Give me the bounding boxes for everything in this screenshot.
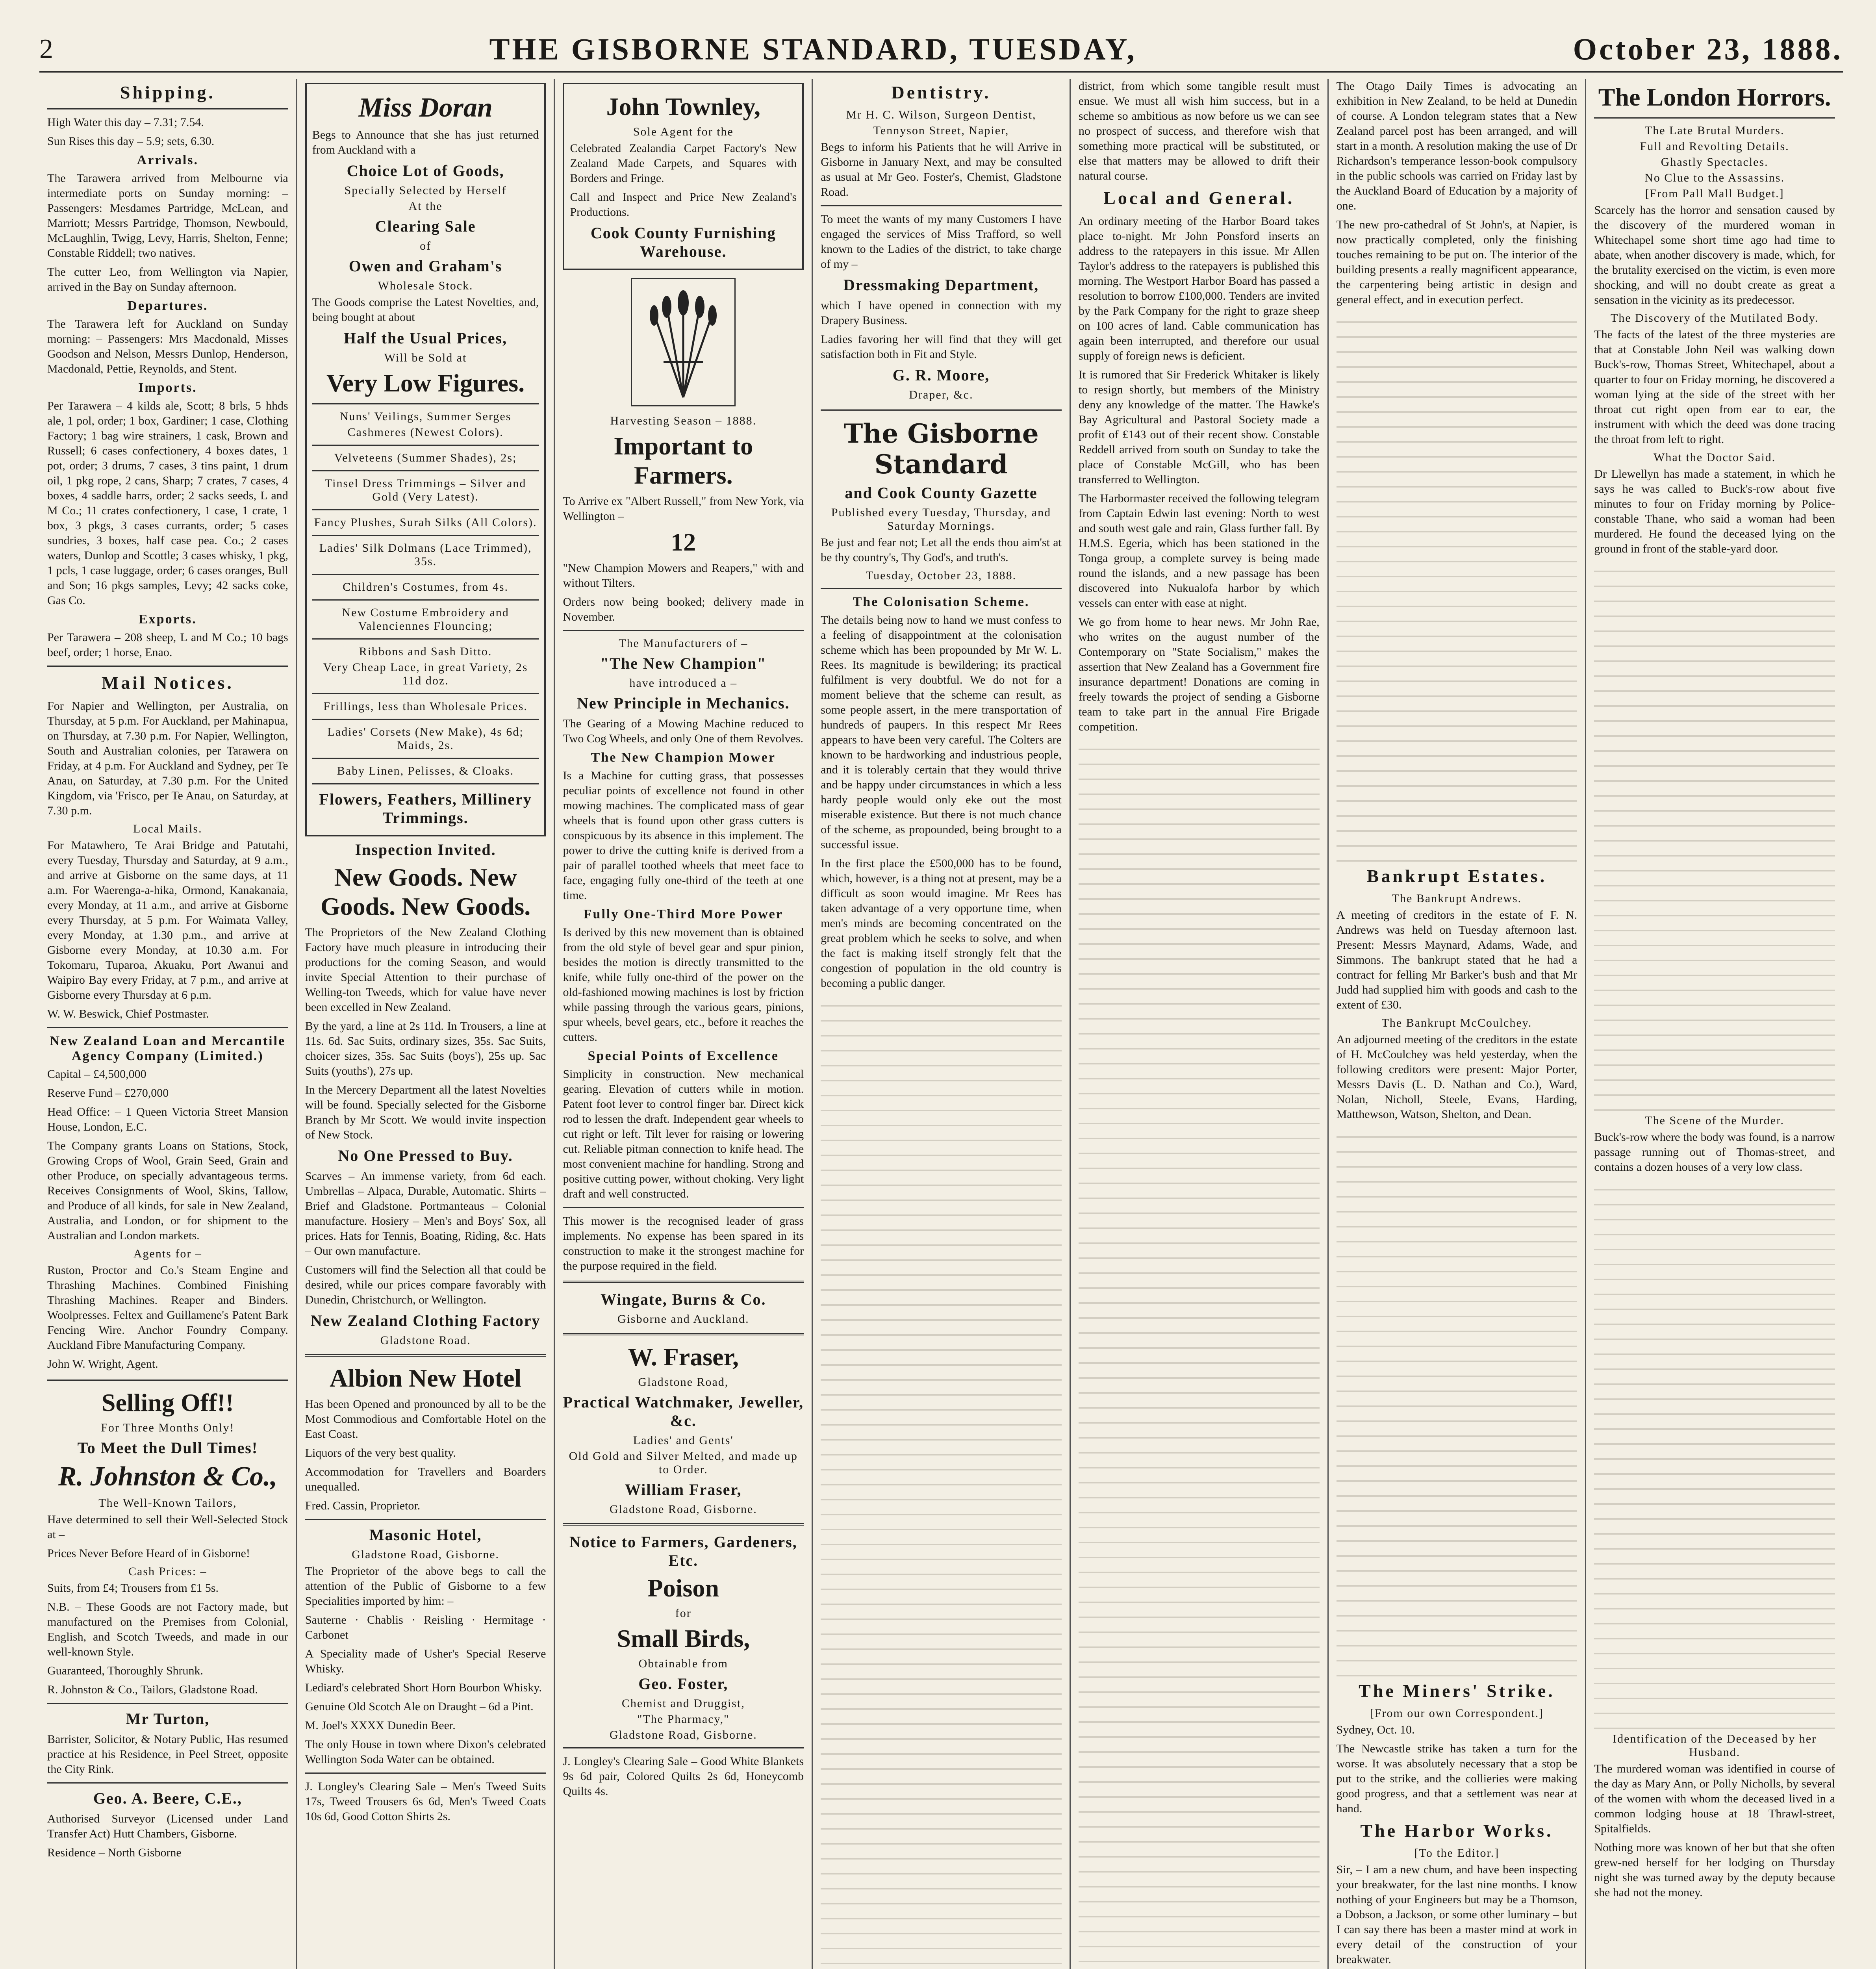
divider — [305, 1354, 546, 1357]
masonic-hotel: Masonic Hotel, — [369, 1526, 482, 1544]
divider — [312, 693, 539, 694]
chemist: Chemist and Druggist, — [621, 1697, 745, 1710]
page-number: 2 — [39, 34, 53, 64]
capital: Capital – £4,500,000 — [47, 1068, 146, 1081]
item-6: Ladies' Silk Dolmans (Lace Trimmed), 35s. — [319, 541, 532, 568]
divider — [312, 470, 539, 471]
of: of — [420, 239, 432, 252]
townley-name: John Townley, — [606, 93, 760, 121]
local-mails-heading: Local Mails. — [133, 822, 202, 835]
item-7: Children's Costumes, from 4s. — [343, 580, 509, 593]
divider — [305, 1519, 546, 1520]
half-prices: Half the Usual Prices, — [344, 329, 508, 347]
divider — [1594, 117, 1835, 119]
beere-text: Authorised Surveyor (Licensed under Land Transfer Act) Hutt Chambers, Gisborne. — [47, 1812, 288, 1840]
longley-ad: J. Longley's Clearing Sale – Men's Tweed Suits 17s, Tweed Trousers 6s 6d, Men's Tweed Coats 10s 6d, Good Cotton Shirts 2s. — [305, 1780, 546, 1823]
agents-for: Agents for – — [133, 1247, 202, 1260]
inspection-invited: Inspection Invited. — [355, 841, 496, 858]
item-10: Very Cheap Lace, in great Variety, 2s 11d doz. — [323, 661, 528, 687]
item-5: Fancy Plushes, Surah Silks (All Colors). — [314, 516, 537, 529]
wheat-sheaf-icon — [631, 278, 736, 406]
source: [From Pall Mall Budget.] — [1645, 187, 1784, 200]
horrors-heading: The London Horrors. — [1598, 83, 1831, 111]
item-2: Cashmeres (Newest Colors). — [347, 426, 504, 439]
goods-text: The Goods comprise the Latest Novelties, and, being bought at about — [312, 296, 539, 324]
have-introduced: have introduced a – — [629, 677, 738, 690]
foster-name: Geo. Foster, — [638, 1675, 729, 1693]
mower-text: Is a Machine for cutting grass, that possesses peculiar points of excellence not found in other mowing machines. The complicated mass of gear wheels that is found upon other grass cutters is conspicuous by its absence in this implement. The power to drive the cutting knife is derived from a pair of parallel toothed wheels that meet face to face, engaging fully one-third of the teeth at one time. — [563, 769, 804, 902]
moore-text-2: which I have opened in connection with my Drapery Business. — [821, 299, 1062, 327]
have-determined: Have determined to sell their Well-Selected Stock at – — [47, 1513, 288, 1541]
item-9: Ribbons and Sash Ditto. — [359, 645, 492, 658]
bankrupt-heading: Bankrupt Estates. — [1366, 866, 1547, 886]
divider — [47, 108, 288, 109]
selling-off: Selling Off!! — [101, 1389, 234, 1416]
fraser-signature: William Fraser, — [625, 1481, 742, 1498]
doctor-text: Dr Llewellyn has made a statement, in which he says he was called to Buck's-row about five minutes to four on Friday morning by Police-constable Thane, who said a woman had been murdered. He found the deceased lying on the ground in front of the stable-yard door. — [1594, 467, 1835, 555]
divider — [47, 666, 288, 667]
masthead — [39, 28, 1843, 73]
divider — [47, 1027, 288, 1028]
to-arrive: To Arrive ex "Albert Russell," from New York, via Wellington – — [563, 495, 804, 523]
item-3: Velveteens (Summer Shades), 2s; — [334, 451, 517, 464]
beere-name: Geo. A. Beere, C.E., — [93, 1789, 242, 1807]
column-1 — [39, 79, 297, 1969]
fraser-name: W. Fraser, — [628, 1343, 739, 1371]
bankrupt-andrews: The Bankrupt Andrews. — [1392, 892, 1522, 905]
departures-text: The Tarawera left for Auckland on Sunday morning: – Passengers: Mrs Macdonald, Misses Goodson and Nelson, Messrs Dunlop, Henderson, Macdonald, Pettie, Reynolds, and Stent. — [47, 317, 288, 375]
albion-hotel: Albion New Hotel — [330, 1364, 522, 1392]
text-column-continuation — [1594, 560, 1835, 1112]
exports-heading: Exports. — [138, 612, 197, 627]
no-one-pressed: No One Pressed to Buy. — [338, 1147, 513, 1164]
three-months: For Three Months Only! — [101, 1421, 235, 1434]
divider — [312, 509, 539, 510]
divider — [47, 1782, 288, 1784]
will-be-sold: Will be Sold at — [384, 351, 467, 364]
wines-list: Sauterne · Chablis · Reisling · Hermitage · Carbonet — [305, 1613, 546, 1641]
owen-graham: Owen and Graham's — [349, 257, 502, 275]
nz-factory-address: Gladstone Road. — [380, 1334, 471, 1347]
cook-county-warehouse: Cook County Furnishing Warehouse. — [590, 224, 776, 260]
wingate-burns: Wingate, Burns & Co. — [601, 1290, 766, 1308]
divider — [312, 719, 539, 720]
column-3 — [555, 79, 813, 1969]
scarves-list: Scarves – An immense variety, from 6d each. Umbrellas – Alpaca, Durable, Automatic. Shirts – Brief and Gladstone. Portmanteaus – Colonial manufacture. Hosiery – Men's and Boys' Sox, all prices. Hats for Tennis, Boating, Riding, &c. Hats – Our own manufacture. — [305, 1170, 546, 1257]
imports-text: Per Tarawera – 4 kilds ale, Scott; 8 brls, 5 hhds ale, 1 pol, order; 1 box, Gardiner; 1 case, Clothing Factory; 1 bag wire strainers, 1 cask, Brown and Russell; 6 cases confectionery, 4 boxes dates, 1 pot, order; 3 drums, 7 cases, 3 tins paint, 1 drum oil, 1 pkg rope, 2 cans, Sharp; 7 crates, 7 cases, 4 boxes, 4 saddle harrs, order; 2 sacks seeds, L and M Co.; 11 crates confectionery, 1 case, 1 crate, 1 box, 3 pkgs, 3 cases currants, order; 5 cases sundries, 3 boxes, half case pea. Co.; 2 cases waters, Dunlop and Scottle; 3 cases whisky, 1 pkg, 1 pcls, 1 case luggage, order; 6 cases oranges, Bull and Son; 16 pkgs samples, Levy; 42 sacks coke, Gas Co. — [47, 399, 288, 607]
shipping-heading: Shipping. — [120, 82, 215, 102]
arrivals-heading: Arrivals. — [137, 153, 199, 167]
wilson-name: Mr H. C. Wilson, Surgeon Dentist, — [846, 108, 1036, 121]
dentistry-heading: Dentistry. — [891, 82, 991, 102]
editorial: The details being now to hand we must confess to a feeling of disappointment at the colonisation scheme which has been propounded by Mr W. L. Rees. Its magnitude is bewildering; its practical fulfilment is very doubtful. We do not for a moment believe that the scheme can result, as some people assert, in the mere transportation of hundreds of paupers. In this respect Mr Rees appears to have been very careful. The Colters are known to be hardworking and industrious people, and it is tolerably certain that they would thrive and be happy under circumstances in which a less hardy people would only eke out the most miserable existence. But there is not much chance of the scheme, as propounded, being brought to a successful issue. — [821, 614, 1062, 851]
sole-agent: Sole Agent for the — [633, 125, 734, 138]
liquors: Liquors of the very best quality. — [305, 1446, 456, 1459]
harbor-heading: The Harbor Works. — [1360, 1821, 1553, 1841]
harbor-to-editor: [To the Editor.] — [1414, 1847, 1500, 1860]
special-points-heading: Special Points of Excellence — [588, 1049, 779, 1063]
harvesting-season: Harvesting Season – 1888. — [610, 414, 757, 427]
fraser-signature-address: Gladstone Road, Gisborne. — [609, 1503, 757, 1516]
moore-draper: Draper, &c. — [909, 388, 973, 401]
divider — [563, 1333, 804, 1335]
postmaster: W. W. Beswick, Chief Postmaster. — [47, 1007, 209, 1020]
local-cont: The Otago Daily Times is advocating an exhibition in New Zealand, to be held at Dunedin of course. A London telegram states that a New Zealand parcel post has been arranged, and will start in a month. A resolution making the use of Dr Richardson's temperance lesson-book compulsory in the public schools was carried on Friday last by the Auckland Board of Education by a majority of one. — [1336, 80, 1578, 212]
important-to-farmers: Important to Farmers. — [614, 432, 753, 489]
local-text-2: It is rumored that Sir Frederick Whitaker is likely to resign shortly, but members of the Ministry deny any knowledge of the matter. The Hawke's Bay Agricultural and Pastoral Society made a profit of £143 out of their recent show. Constable Reddell arrived from south on Sunday to take the place of Constable McGill, who has been transferred to Wellington. — [1078, 368, 1320, 486]
agents-text: Ruston, Proctor and Co.'s Steam Engine and Thrashing Machines. Combined Finishing Thrashing Machines. Reaper and Binders. Woolpresses. Feltex and Guillamene's Patent Bark Fencing Wire. Anchor Foundry Company. Auckland Fibre Manufacturing Company. — [47, 1264, 288, 1352]
meet-dull-times: To Meet the Dull Times! — [77, 1439, 258, 1457]
turton-name: Mr Turton, — [126, 1710, 210, 1728]
item-12: Ladies' Corsets (New Make), 4s 6d; Maids, 2s. — [327, 725, 524, 752]
divider — [563, 1747, 804, 1748]
fully-text: Is derived by this new movement than is obtained from the old style of bevel gear and spur pinion, besides the motion is directly transmitted to the knife, while fully one-third of the power on the old-fashioned mowing machines is lost by friction while passing through the various gears, pinions, spur wheels, bevel gears, etc., before it reaches the cutters. — [563, 926, 804, 1044]
masonic-address: Gladstone Road, Gisborne. — [352, 1548, 500, 1561]
identification-text: The murdered woman was identified in course of the day as Mary Ann, or Polly Nicholls, by several of the women with whom the deceased lived in a common lodging house at 18 Thrawl-street, Spitalfields. — [1594, 1762, 1835, 1835]
reserve: Reserve Fund – £270,000 — [47, 1086, 169, 1099]
obtainable: Obtainable from — [638, 1657, 729, 1670]
new-principle: New Principle in Mechanics. — [577, 694, 790, 712]
old-gold: Old Gold and Silver Melted, and made up to Order. — [569, 1450, 798, 1476]
zealandia-text: Celebrated Zealandia Carpet Factory's New Zealand Made Carpets, and Squares with Borders and Fringe. — [570, 142, 797, 185]
divider — [47, 1379, 288, 1381]
scene-text: Buck's-row where the body was found, is a narrow passage running out of Thomas-street, and contains a dozen houses of a very low class. — [1594, 1131, 1835, 1174]
mail-text: For Napier and Wellington, per Australia, on Thursday, at 5 p.m. For Auckland, per Mahinapua, on Thursday, at 7.30 p.m. For Napier, Wellington, South and Australian colonies, per Tarawera on Friday, at 4 p.m. For Auckland and Sydney, per Te Anau, on Saturday, at 7.30 p.m. For the United Kingdom, via 'Frisco, per Te Anau, on Saturday, at 7.30 p.m. — [47, 699, 288, 817]
nzloan-title: New Zealand Loan and Mercantile Agency Company (Limited.) — [50, 1034, 286, 1063]
column-6 — [1329, 79, 1587, 1969]
divider — [312, 535, 539, 536]
departures-heading: Departures. — [127, 299, 208, 313]
for: for — [675, 1607, 691, 1620]
masthead-title: THE GISBORNE STANDARD, TUESDAY, — [489, 32, 1137, 66]
horrors-text: Scarcely has the horror and sensation caused by the discovery of the murdered woman in Whitechapel some short time ago had time to abate, when another discovery is made, which, for the brutality exercised on the victim, is even more shocking, and will no doubt create as great a sensation in the vicinity as its predecessor. — [1594, 204, 1835, 306]
identification-text-2: Nothing more was known of her but that she often grew-ned herself for her lodging on Thursday night she was turned away by the deputy because she had not the money. — [1594, 1841, 1835, 1899]
accommodation: Accommodation for Travellers and Boarders unequalled. — [305, 1465, 546, 1493]
notice-farmers: Notice to Farmers, Gardeners, Etc. — [569, 1533, 797, 1569]
local-text-4: We go from home to hear news. Mr John Rae, who writes on the august number of the Contemporary on "State Socialism," makes the assertion that New Zealand has a Government fire insurance department! Donations are coming in freely towards the project of sending a Gisborne team to take part in the annual Fire Brigade competition. — [1078, 616, 1320, 733]
item-8: New Costume Embroidery and Valenciennes Flouncing; — [342, 606, 509, 632]
divider — [312, 574, 539, 575]
arrivals-text-2: The cutter Leo, from Wellington via Napier, arrived in the Bay on Sunday afternoon. — [47, 265, 288, 293]
prices-never: Prices Never Before Heard of in Gisborne! — [47, 1547, 250, 1560]
discovery-heading: The Discovery of the Mutilated Body. — [1611, 311, 1819, 324]
bankrupt-mcculchey: The Bankrupt McCoulchey. — [1381, 1016, 1532, 1029]
divider — [312, 599, 539, 601]
nb-text: N.B. – These Goods are not Factory made, but manufactured on the Premises from Colonial, English, and Scotch Tweeds, and made in our well-known Style. — [47, 1600, 288, 1658]
divider — [563, 1207, 804, 1208]
gazette-title: and Cook County Gazette — [845, 484, 1038, 502]
guaranteed: Guaranteed, Thoroughly Shrunk. — [47, 1664, 204, 1677]
text-column-continuation — [821, 995, 1062, 1969]
lediard-whisky: Lediard's celebrated Short Horn Bourbon Whisky. — [305, 1681, 542, 1694]
suits-prices: Suits, from £4; Trousers from £1 5s. — [47, 1582, 219, 1594]
cassin-signature: Fred. Cassin, Proprietor. — [305, 1499, 421, 1512]
albion-text: Has been Opened and pronounced by all to be the Most Commodious and Comfortable Hotel on the East Coast. — [305, 1398, 546, 1441]
identification-heading: Identification of the Deceased by her Husband. — [1613, 1732, 1817, 1759]
agency-text: The Company grants Loans on Stations, Stock, Growing Crops of Wool, Grain Seed, Grain and other Produce, on specially advantageous terms. Receives Consignments of Wool, Skins, Tallow, and Produce of all kinds, for sale in New Zealand, Australia, and London, or for shipment to the Australian and London markets. — [47, 1139, 288, 1242]
factory-text: The Proprietors of the New Zealand Clothing Factory have much pleasure in introducing their productions for the coming Season, and would invite Special Attention to their purchase of Welling-ton Tweeds, which for value have never been excelled in New Zealand. — [305, 926, 546, 1014]
beere-footer: Residence – North Gisborne — [47, 1846, 182, 1859]
colonisation-heading: The Colonisation Scheme. — [853, 595, 1030, 609]
johnston-name: R. Johnston & Co., — [58, 1461, 278, 1492]
imports-heading: Imports. — [138, 380, 197, 395]
item-4: Tinsel Dress Trimmings – Silver and Gold (Very Latest). — [324, 477, 526, 503]
pharmacy: "The Pharmacy," — [637, 1713, 730, 1726]
divider — [821, 588, 1062, 589]
divider — [563, 1281, 804, 1283]
local-text: An ordinary meeting of the Harbor Board takes place to-night. Mr John Ponsford inserts an address to the ratepayers in this issue. Mr Allen Taylor's address to the ratepayers is published this morning. The Westport Harbor Board has passed a resolution to borrow £100,000. Tenders are invited by the Park Company for the right to graze sheep on 100 acres of land. Cable communication has again been interrupted, and therefore our usual supply of foreign news is deficient. — [1078, 215, 1320, 362]
column-4 — [813, 79, 1071, 1969]
divider — [47, 1703, 288, 1704]
mail-heading: Mail Notices. — [101, 673, 234, 693]
divider — [821, 205, 1062, 206]
doran-text: Begs to Announce that she has just returned from Auckland with a — [312, 128, 539, 156]
text-column-continuation — [1594, 1179, 1835, 1730]
columns — [39, 79, 1843, 1969]
local-text-3: The Harbormaster received the following telegram from Captain Edwin last evening: North to west and south west gale and rain, Glass further fall. By H.M.S. Egeria, which has been stationed in the Tonga group, a complete survey is being made round the islands, and a new passage has been discovered into Nukualofa harbor by which vessels can enter with ease at night. — [1078, 492, 1320, 610]
arrivals-text: The Tarawera arrived from Melbourne via intermediate ports on Sunday morning: – Passengers: Mesdames Partridge, McLean, and Marriott; Messrs Partridge, Thomson, Newbould, McLaughlin, Twigg, Levy, Harris, Shelton, Fenne; Constable Riddell; two natives. — [47, 172, 288, 260]
dressmaking: Dressmaking Department, — [843, 276, 1039, 294]
special-whisky: A Speciality made of Usher's Special Reserve Whisky. — [305, 1647, 546, 1675]
new-champion: "The New Champion" — [600, 654, 767, 672]
divider — [312, 403, 539, 404]
clearing-sale: Clearing Sale — [375, 217, 476, 235]
divider — [312, 758, 539, 759]
local-mails-text: For Matawhero, Te Arai Bridge and Patutahi, every Tuesday, Thursday and Saturday, at 9 a.m., and arrive at Gisborne on the same days, at 11 a.m. For Waerenga-a-hika, Ormond, Kanakanaia, every Monday, at 11 a.m., and arrive at Gisborne every Thursday, at 5 p.m. For Waimata Valley, every Monday, at 1.30 p.m., and arrive at Gisborne every Monday, at 10.30 a.m. For Tokomaru, Tuparoa, Akuaku, Port Awanui and Waipiro Bay every Friday, at 7 p.m., and arrive at Gisborne every Thursday at 6 p.m. — [47, 839, 288, 1001]
wilson-text: Begs to inform his Patients that he will Arrive in Gisborne in January Next, and may be consulted as usual at Mr Geo. Foster's, Chemist, Gladstone Road. — [821, 141, 1062, 198]
small-birds: Small Birds, — [617, 1624, 750, 1652]
head-office: Head Office: – 1 Queen Victoria Street Mansion House, London, E.C. — [47, 1105, 288, 1133]
issue-date: Tuesday, October 23, 1888. — [866, 569, 1017, 582]
townley-advert — [563, 83, 804, 270]
editorial-end: district, from which some tangible result must ensue. We must all wish him success, but in a scheme so ambitious as now before us we can see no prospect of success, and therefore wish that something more practical will be substituted, or else that matters may be allowed to drift their natural course. — [1078, 80, 1320, 182]
column-5 — [1071, 79, 1329, 1969]
mower-heading: The New Champion Mower — [591, 750, 776, 765]
text-column-continuation — [1337, 1126, 1578, 1677]
moore-text-3: Ladies favoring her will find that they will get satisfaction both in Fit and Style. — [821, 333, 1062, 361]
published: Published every Tuesday, Thursday, and Saturday Mornings. — [831, 506, 1051, 532]
turton-text: Barrister, Solicitor, & Notary Public, Has resumed practice at his Residence, in Peel Street, opposite the City Rink. — [47, 1733, 288, 1776]
masonic-text: The Proprietor of the above begs to call the attention of the Public of Gisborne to a few Specialities imported by him: – — [305, 1565, 546, 1607]
orders-booked: Orders now being booked; delivery made in November. — [563, 595, 804, 623]
dunedin-beer: M. Joel's XXXX Dunedin Beer. — [305, 1719, 456, 1732]
doctor-heading: What the Doctor Said. — [1654, 451, 1776, 464]
exports-text: Per Tarawera – 208 sheep, L and M Co.; 10 bags beef, order; 1 horse, Enao. — [47, 631, 288, 659]
divider — [312, 783, 539, 784]
masthead-date: October 23, 1888. — [1573, 32, 1843, 66]
item-1: Nuns' Veilings, Summer Serges — [339, 410, 512, 423]
scene-heading: The Scene of the Murder. — [1645, 1114, 1785, 1127]
johnston-signature: R. Johnston & Co., Tailors, Gladstone Road. — [47, 1683, 258, 1696]
text-column-continuation — [1079, 738, 1320, 1969]
ladies-gents: Ladies' and Gents' — [633, 1434, 734, 1447]
twelve-count: 12 — [671, 528, 696, 556]
column-7 — [1586, 79, 1843, 1969]
local-cont-2: The new pro-cathedral of St John's, at Napier, is now practically completed, only the finishing touches remaining to be put on. The interior of the building presents a really magnificent appearance, the carpentering being artistic in design and general effect, and in execution perfect. — [1336, 218, 1578, 306]
bankrupt-text: A meeting of creditors in the estate of F. N. Andrews was held on Tuesday afternoon last. Present: Messrs Maynard, Adams, Wade, and Simmons. The bankrupt stated that he had a contract for felling Mr Barker's bush and that Mr Judd had supplied him with goods and cash to the extent of £30. — [1336, 908, 1578, 1011]
poison: Poison — [647, 1574, 719, 1602]
call-inspect: Call and Inspect and Price New Zealand's Productions. — [570, 191, 797, 219]
manufacturers-of: The Manufacturers of – — [619, 637, 748, 650]
discovery-text: The facts of the latest of the three mysteries are that at Constable John Neil was walking down Buck's-row, Thomas Street, Whitechapel, about a quarter to four on Friday morning, he discovered a woman lying at the side of the street with her throat cut right open from ear to ear, the instrument with which the deed was done tracing the throat from left to right. — [1594, 328, 1835, 446]
item-14: Flowers, Feathers, Millinery Trimmings. — [319, 790, 532, 827]
full-details: Full and Revolting Details. — [1640, 140, 1789, 153]
miners-heading: The Miners' Strike. — [1359, 1681, 1555, 1701]
text-column-continuation — [1337, 311, 1578, 862]
doran-advert — [305, 83, 546, 836]
wilson-address: Tennyson Street, Napier, — [873, 124, 1009, 137]
wingate-address: Gisborne and Auckland. — [617, 1313, 749, 1326]
wholesale-stock: Wholesale Stock. — [378, 279, 473, 292]
miners-date: Sydney, Oct. 10. — [1336, 1723, 1415, 1736]
choice-lot: Choice Lot of Goods, — [347, 162, 504, 180]
nz-factory-name: New Zealand Clothing Factory — [310, 1312, 541, 1329]
murders-sub: The Late Brutal Murders. — [1644, 124, 1785, 137]
column-2 — [297, 79, 555, 1969]
soda-water: The only House in town where Dixon's celebrated Wellington Soda Water can be obtained. — [305, 1738, 546, 1766]
gearing-text: The Gearing of a Mowing Machine reduced to Two Cog Wheels, and only One of them Revolves. — [563, 717, 804, 745]
tailors: The Well-Known Tailors, — [98, 1496, 237, 1509]
at-the: At the — [408, 200, 443, 213]
mercery-text: In the Mercery Department all the latest Novelties will be found. Specially selected for the Gisborne Branch by Mr Scott. We would invite inspection of New Stock. — [305, 1083, 546, 1141]
divider — [821, 409, 1062, 411]
moore-text: To meet the wants of my many Customers I have engaged the services of Miss Trafford, so well known to the Ladies of the district, to take charge of my – — [821, 213, 1062, 271]
divider — [312, 445, 539, 446]
miners-text: The Newcastle strike has taken a turn for the worse. It was absolutely necessary that a stop be put to the strike, and the collieries were making good progress, and that a settlement was near at hand. — [1336, 1742, 1578, 1815]
special-points: Simplicity in construction. New mechanical gearing. Elevation of cutters while in motion. Patent foot lever to control finger bar. Direct kick rod to lessen the draft. Independent gear wheels to cut right or left. Tilt lever for raising or lowering cut. Reliable pitman connection to knife head. The most convenient machine for handling. Strong and positive cutting power, without choking. Very light draft and well constructed. — [563, 1068, 804, 1200]
mcculchey-text: An adjourned meeting of the creditors in the estate of H. McCoulchey was held yesterday, when the following creditors were present: Major Porter, Messrs Davis (L. D. Nathan and Co.), Ward, Nolan, Nicholl, Steele, Evans, Harding, Matthewson, Watson, Shelton, and Dean. — [1336, 1033, 1578, 1121]
editorial-2: In the first place the £500,000 has to be found, which, however, is a thing not at present, may be a difficult as soon would imagine. Mr Rees has taken advantage of a very opportune time, when men's minds are becoming concentrated on the great problem which he seeks to solve, and when the fact is making itself strongly felt that the congestion of population in the old country is becoming a public danger. — [821, 857, 1062, 990]
sun-times: Sun Rises this day – 5.9; sets, 6.30. — [47, 135, 215, 148]
agent-signature: John W. Wright, Agent. — [47, 1357, 158, 1370]
very-low-figures: Very Low Figures. — [326, 369, 525, 397]
moore-name: G. R. Moore, — [892, 366, 990, 384]
new-champion-mowers: "New Champion Mowers and Reapers," with and without Tilters. — [563, 562, 804, 590]
divider — [305, 1772, 546, 1774]
genuine-ale: Genuine Old Scotch Ale on Draught – 6d a Pint. — [305, 1700, 534, 1713]
specially-selected: Specially Selected by Herself — [344, 184, 507, 197]
customers-text: Customers will find the Selection all that could be desired, while our prices compare favorably with Dunedin, Christchurch, or Wellington. — [305, 1263, 546, 1306]
foster-address: Gladstone Road, Gisborne. — [609, 1728, 757, 1741]
miners-correspondent: [From our own Correspondent.] — [1370, 1707, 1544, 1720]
item-13: Baby Linen, Pelisses, & Cloaks. — [337, 764, 514, 777]
practical-watchmaker: Practical Watchmaker, Jeweller, &c. — [563, 1393, 804, 1429]
harbor-text: Sir, – I am a new chum, and have been inspecting your breakwater, for the last nine months. I know nothing of your Engineers but may be a Thomson, a Dobson, a Jackson, or some other luminary – but I can say there has been a master mind at work in every detail of the construction of your breakwater. — [1336, 1863, 1578, 1966]
divider — [563, 1523, 804, 1526]
fraser-address: Gladstone Road, — [638, 1376, 729, 1389]
cash-prices: Cash Prices: – — [128, 1565, 207, 1578]
longley-ad: J. Longley's Clearing Sale – Good White Blankets 9s 6d pair, Colored Quilts 2s 6d, Honeycomb Quilts 4s. — [563, 1755, 804, 1798]
suits-list: By the yard, a line at 2s 11d. In Trousers, a line at 11s. 6d. Sac Suits, ordinary sizes, 35s. Sac Suits, choicer sizes, 35s. Sac Suits (boys'), 25s up. Sac Suits (youths'), 27s up. — [305, 1020, 546, 1077]
local-general-heading: Local and General. — [1103, 188, 1295, 208]
motto: Be just and fear not; Let all the ends thou aim'st at be thy country's, Thy God's, and truth's. — [821, 536, 1062, 564]
new-goods: New Goods. New Goods. New Goods. — [320, 863, 531, 920]
no-clue: No Clue to the Assassins. — [1644, 171, 1785, 184]
divider — [312, 638, 539, 640]
paper-title: The Gisborne Standard — [843, 418, 1039, 480]
divider — [563, 630, 804, 631]
item-11: Frillings, less than Wholesale Prices. — [323, 700, 528, 713]
doran-name: Miss Doran — [358, 93, 493, 123]
ghastly: Ghastly Spectacles. — [1661, 156, 1768, 169]
fully-heading: Fully One-Third More Power — [583, 907, 783, 921]
mower-note: This mower is the recognised leader of grass implements. No expense has been spared in its construction to make it the strongest machine for the purpose required in the field. — [563, 1214, 804, 1272]
high-water: High Water this day – 7.31; 7.54. — [47, 116, 204, 129]
